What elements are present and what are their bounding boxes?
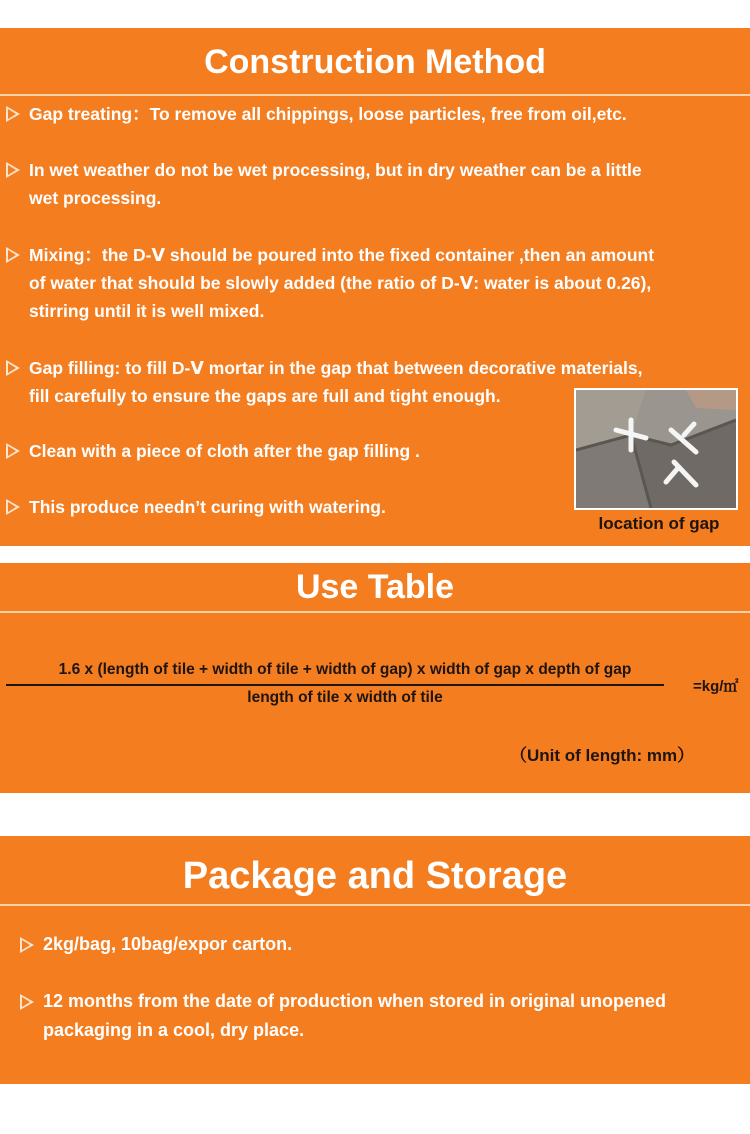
triangle-bullet-icon [6,499,20,515]
fraction-line [6,684,664,686]
use-table-panel [0,563,750,793]
triangle-bullet-icon [20,994,34,1010]
formula-denominator: length of tile x width of tile [247,689,443,706]
package-storage-panel: Package and Storage 2kg/bag, 10bag/expor carton. 12 months from the date of production when stored in original unopened packaging in a cool, dry place. [0,836,750,1084]
formula-numerator: 1.6 x (length of tile + width of tile + width of gap) x width of gap x depth of gap [58,661,632,678]
triangle-bullet-icon [6,443,20,459]
formula-result-unit: =kg/㎡ [693,678,739,695]
construction-method-panel: Construction Method Gap treating：To remove all chippings, loose particles, free from oil,etc. In wet weather do not be wet processing, but in dry weather can be a little wet processing. Mixing：the D-Ⅴ should be poured into the fixed container ,then an amount of water that should be slowly added (the ratio of D-Ⅴ: water is about 0.26), stirring until it is well mixed. Gap filling: to fill D-Ⅴ mortar in the gap that between decorative materials, fill carefully to ensure the gaps are full and tight enough. Clean with a piece of cloth after the gap filling . This produce needn’t curing with watering. location of gap [0,28,750,546]
unit-note: （Unit of length: mm） [510,746,695,765]
use-table-title: Use Table [0,563,750,613]
gap-location-photo [574,388,738,510]
triangle-bullet-icon [6,360,20,376]
triangle-bullet-icon [6,106,20,122]
triangle-bullet-icon [6,247,20,263]
construction-method-title: Construction Method [0,28,750,96]
package-storage-title: Package and Storage [0,836,750,906]
photo-caption: location of gap [598,514,720,533]
triangle-bullet-icon [6,162,20,178]
triangle-bullet-icon [20,937,34,953]
